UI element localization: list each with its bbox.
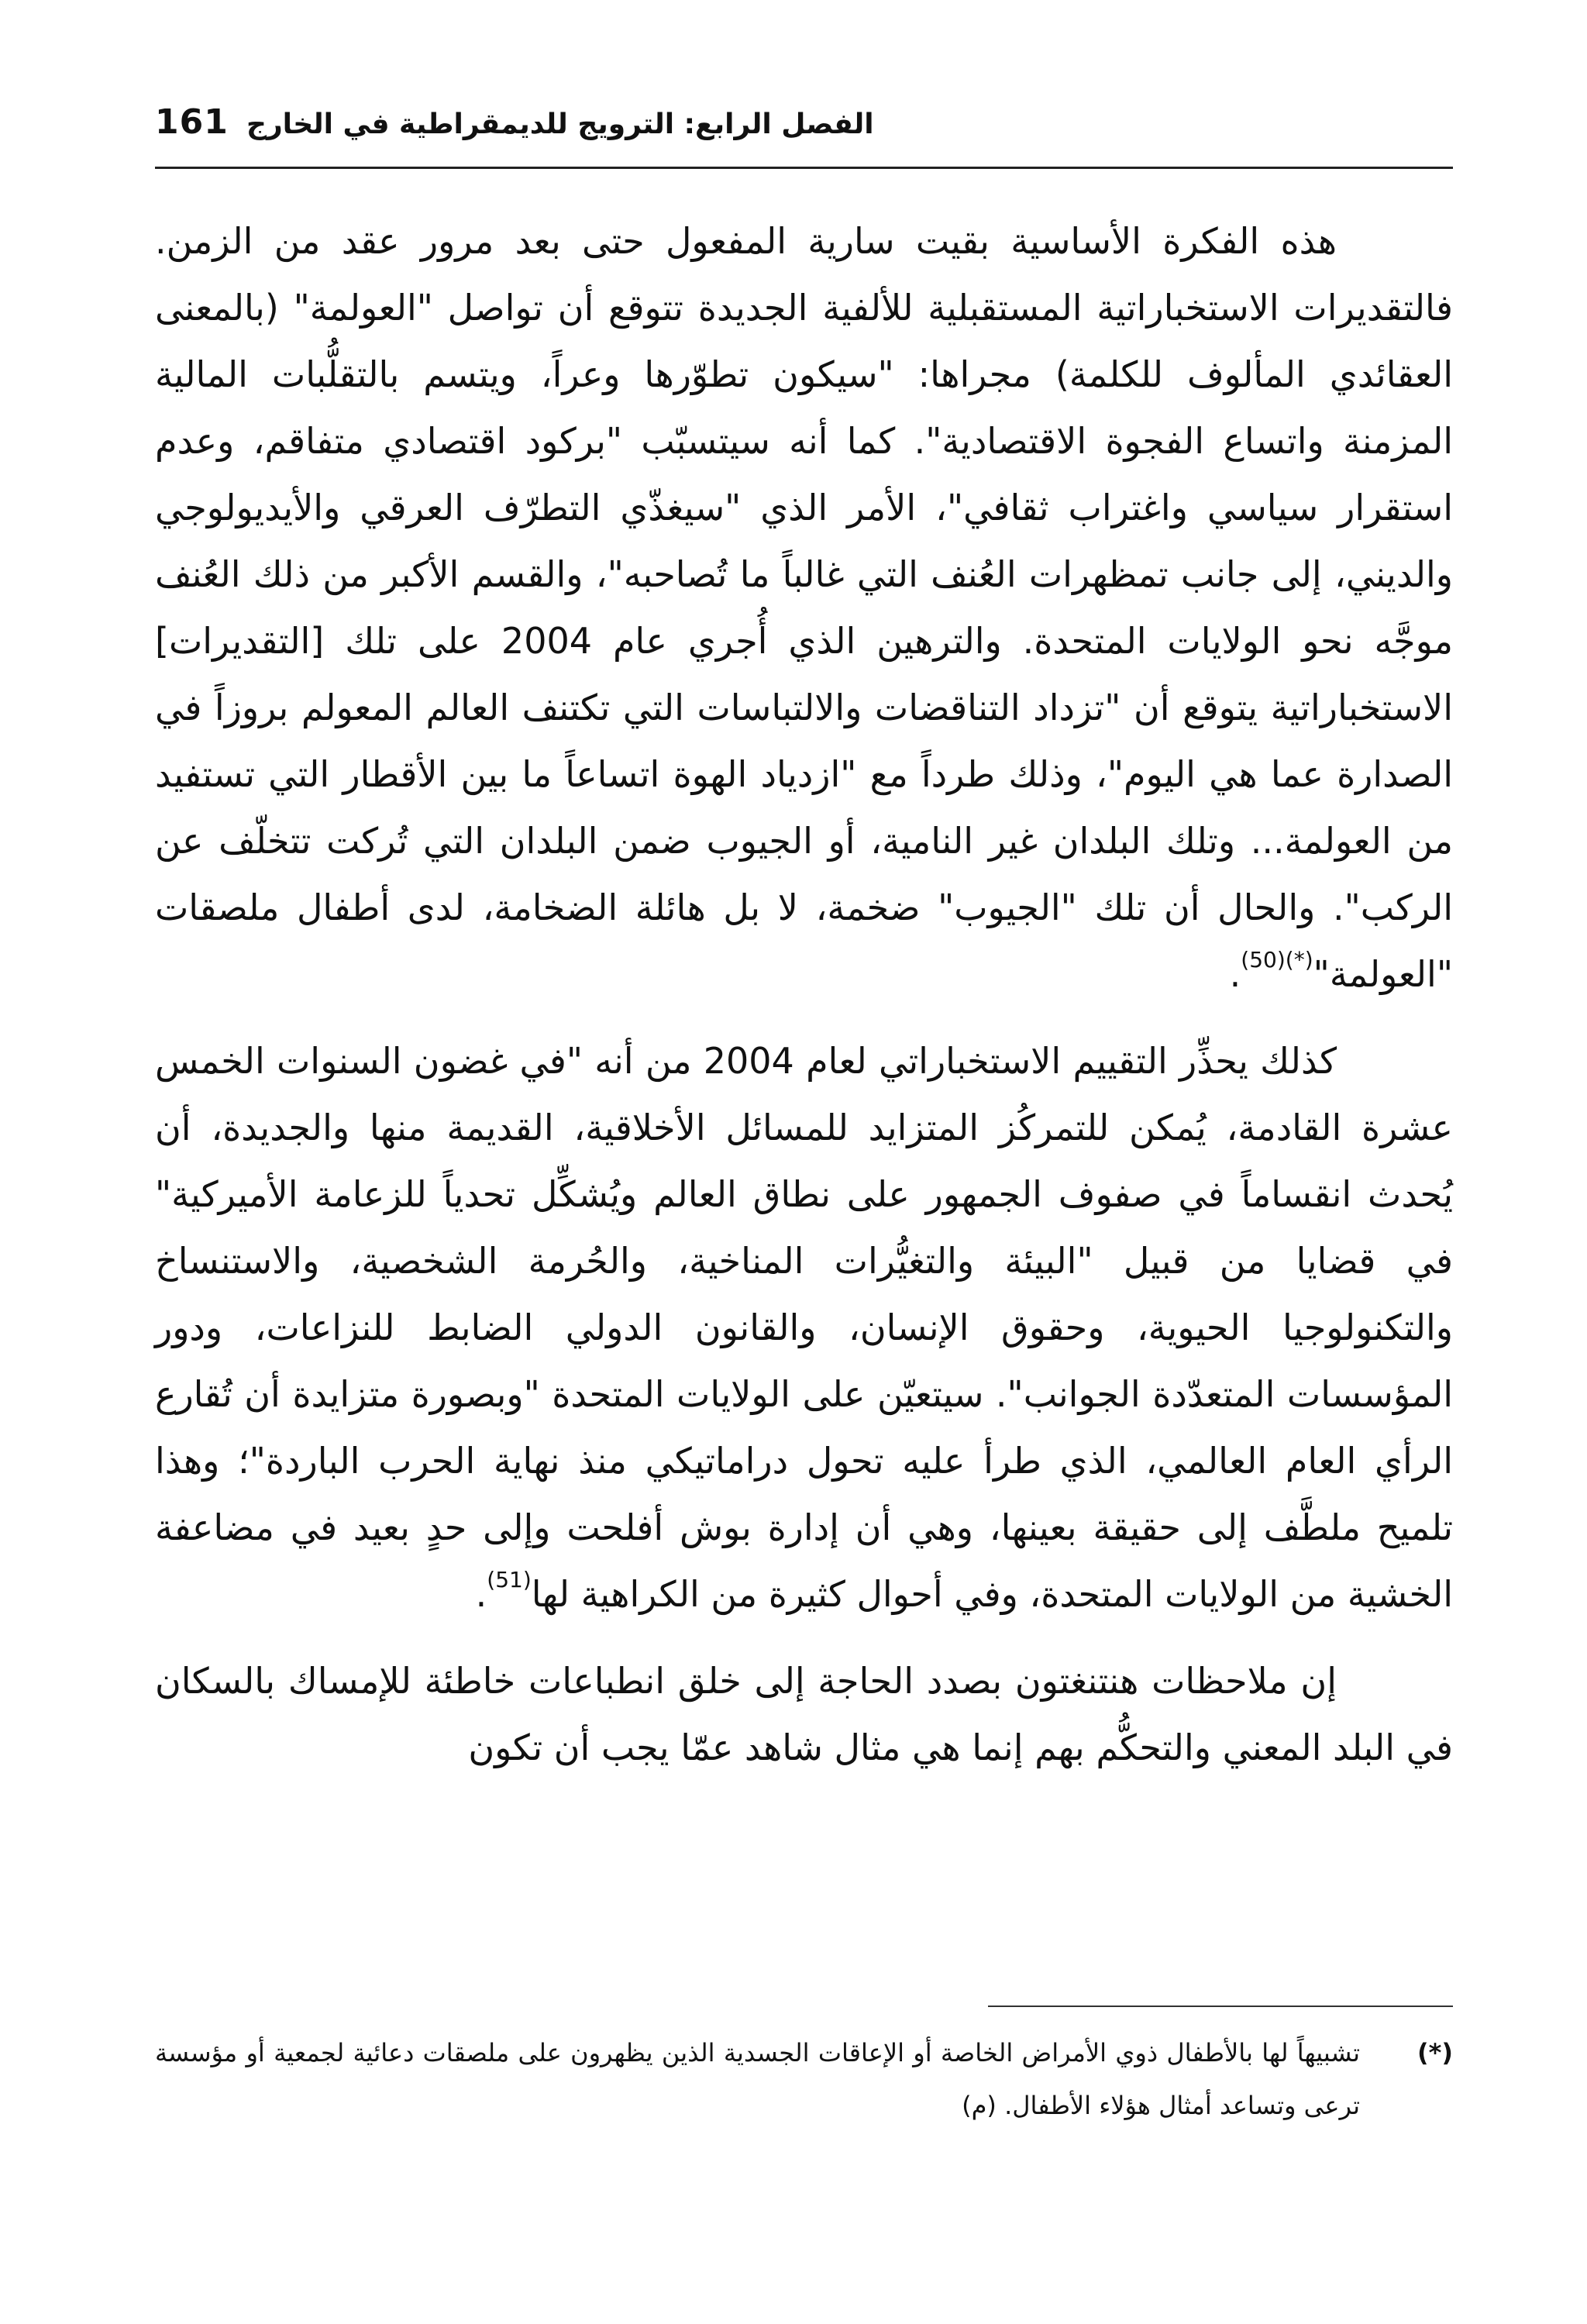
paragraph-2-text: كذلك يحذِّر التقييم الاستخباراتي لعام 2004 من أنه "في غضون السنوات الخمس عشرة القادمة، يُمكن للتمركُز المتزايد للمسائل الأخلاقية، القديمة منها والجديدة، أن يُحدث انقساماً في صفوف الجمهور على نطاق العالم ويُشكِّل تحدياً للزعامة الأميركية" في قضايا من قبيل "البيئة والتغيُّرات المناخية، والحُرمة الشخصية، والاستنساخ والتكنولوجيا الحيوية، وحقوق الإنسان، والقانون الدولي الضابط للنزاعات، ودور المؤسسات المتعدّدة الجوانب". سيتعيّن على الولايات المتحدة "وبصورة متزايدة أن تُقارع الرأي العام العالمي، الذي طرأ عليه تحول دراماتيكي منذ نهاية الحرب الباردة"؛ وهذا تلميح ملطَّف إلى حقيقة بعينها، وهي أن إدارة بوش أفلحت وإلى حدٍ بعيد في مضاعفة الخشية من الولايات المتحدة، وفي أحوال كثيرة من الكراهية لها: [155, 1040, 1453, 1615]
footnote: [155, 2026, 1453, 2132]
paragraph-2-end: .: [475, 1573, 487, 1615]
paragraph-1-text: هذه الفكرة الأساسية بقيت سارية المفعول حتى بعد مرور عقد من الزمن. فالتقديرات الاستخباراتية المستقبلية للألفية الجديدة تتوقع أن تواصل "العولمة" (بالمعنى العقائدي المألوف للكلمة) مجراها: "سيكون تطوّرها وعراً، ويتسم بالتقلُّبات المالية المزمنة واتساع الفجوة الاقتصادية". كما أنه سيتسبّب "بركود اقتصادي متفاقم، وعدم استقرار سياسي واغتراب ثقافي"، الأمر الذي "سيغذّي التطرّف العرقي والأيديولوجي والديني، إلى جانب تمظهرات العُنف التي غالباً ما تُصاحبه"، والقسم الأكبر من ذلك العُنف موجَّه نحو الولايات المتحدة. والترهين الذي أُجري عام 2004 على تلك [التقديرات] الاستخباراتية يتوقع أن "تزداد التناقضات والالتباسات التي تكتنف العالم المعولم بروزاً في الصدارة عما هي اليوم"، وذلك طرداً مع "ازدياد الهوة اتساعاً ما بين الأقطار التي تستفيد من العولمة... وتلك البلدان غير النامية، أو الجيوب ضمن البلدان التي تُركت تتخلّف عن الركب". والحال أن تلك "الجيوب" ضخمة، لا بل هائلة الضخامة، لدى أطفال ملصقات "العولمة": [155, 220, 1454, 995]
body-text: [155, 208, 1453, 1781]
paragraph-1: [155, 208, 1453, 1007]
footnote-divider: [988, 2006, 1453, 2007]
paragraph-2: [155, 1028, 1453, 1627]
footnote-reference-50: (*)(50): [1241, 946, 1313, 973]
footnote-reference-51: (51): [487, 1566, 532, 1592]
header-divider: [155, 167, 1453, 169]
footnote-text: تشبيهاً لها بالأطفال ذوي الأمراض الخاصة أو الإعاقات الجسدية الذين يظهرون على ملصقات دعائية لجمعية أو مؤسسة ترعى وتساعد أمثال هؤلاء الأطفال. (م): [155, 2038, 1360, 2120]
chapter-title: الفصل الرابع: الترويج للديمقراطية في الخارج: [246, 108, 874, 140]
paragraph-3-text: إن ملاحظات هنتنغتون بصدد الحاجة إلى خلق انطباعات خاطئة للإمساك بالسكان في البلد المعني والتحكُّم بهم إنما هي مثال شاهد عمّا يجب أن تكون: [155, 1660, 1453, 1768]
footnote-marker: (*): [1417, 2038, 1453, 2067]
paragraph-1-end: .: [1229, 953, 1241, 995]
paragraph-3: [155, 1647, 1453, 1781]
page-number: 161: [155, 102, 229, 142]
running-head: [155, 99, 1453, 155]
